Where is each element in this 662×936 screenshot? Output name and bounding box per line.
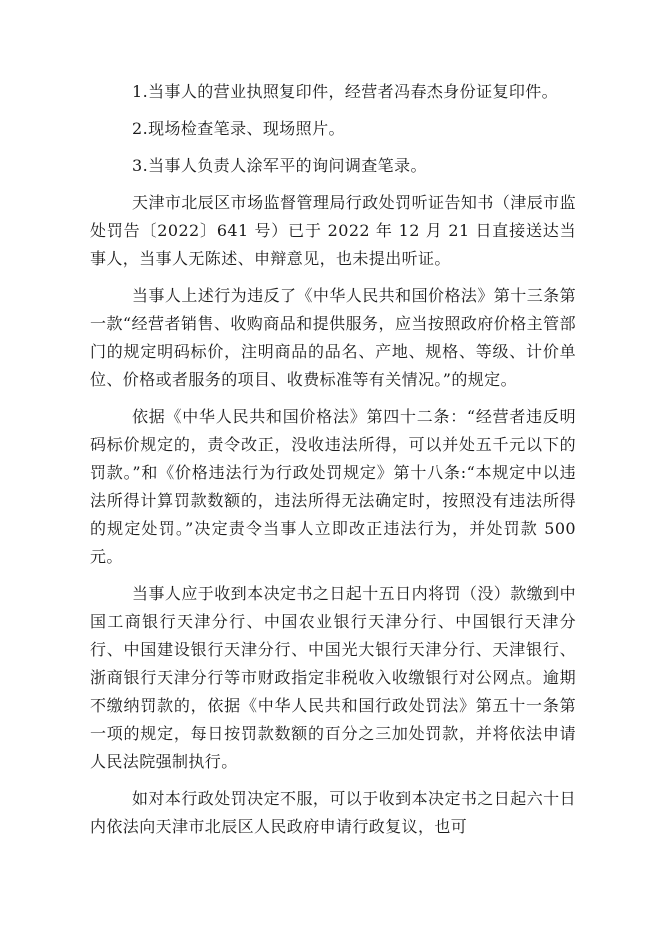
penalty-basis-paragraph: 依据《中华人民共和国价格法》第四十二条：“经营者违反明码标价规定的，责令改正，没收违法所得，可以并处五千元以下的罚款。”和《价格违法行为行政处罚规定》第十八条:“本规定中以违法所得计算罚款数额的，违法所得无法确定时，按照没有违法所得的规定处罚。”决定责令当事人立即改正违法行为，并处罚款 500 元。 xyxy=(90,407,576,566)
hearing-notice-paragraph: 天津市北辰区市场监督管理局行政处罚听证告知书（津辰市监处罚告〔2022〕641 号）已于 2022 年 12 月 21 日直接送达当事人，当事人无陈述、申辩意见，也未提出听证。 xyxy=(90,193,576,268)
evidence-item-2: 2.现场检查笔录、现场照片。 xyxy=(132,119,345,138)
evidence-item-3: 3.当事人负责人涂军平的询问调查笔录。 xyxy=(132,156,427,175)
payment-instructions-paragraph: 当事人应于收到本决定书之日起十五日内将罚（没）款缴到中国工商银行天津分行、中国农业银行天津分行、中国银行天津分行、中国建设银行天津分行、中国光大银行天津分行、天津银行、浙商银行天津分行等市财政指定非税收入收缴银行对公网点。逾期不缴纳罚款的，依据《中华人民共和国行政处罚法》第五十一条第一项的规定，每日按罚款数额的百分之三加处罚款，并将依法申请人民法院强制执行。 xyxy=(90,584,576,771)
appeal-rights-paragraph: 如对本行政处罚决定不服，可以于收到本决定书之日起六十日内依法向天津市北辰区人民政府申请行政复议，也可 xyxy=(90,789,576,836)
document-body xyxy=(90,78,576,850)
violation-paragraph: 当事人上述行为违反了《中华人民共和国价格法》第十三条第一款“经营者销售、收购商品和提供服务，应当按照政府价格主管部门的规定明码标价，注明商品的品名、产地、规格、等级、计价单位、价格或者服务的项目、收费标准等有关情况。”的规定。 xyxy=(90,286,576,389)
evidence-item-1: 1.当事人的营业执照复印件，经营者冯春杰身份证复印件。 xyxy=(132,82,559,101)
